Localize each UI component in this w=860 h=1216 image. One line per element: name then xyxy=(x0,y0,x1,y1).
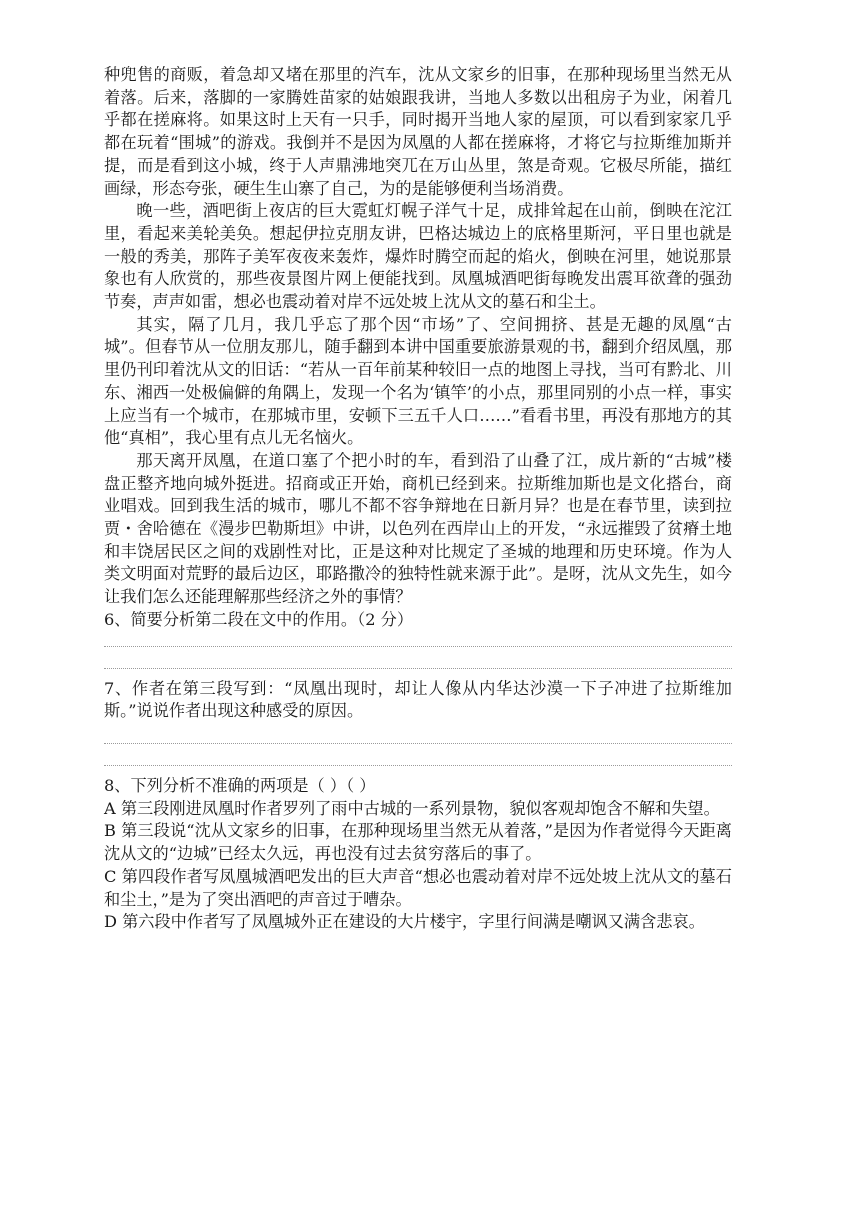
question-7: 7、作者在第三段写到：“凤凰出现时，却让人像从内华达沙漠一下子冲进了拉斯维加斯。”说说作者出现这种感受的原因。 xyxy=(104,678,732,721)
question-6: 6、简要分析第二段在文中的作用。（2 分） xyxy=(104,609,414,629)
option-c: C 第四段作者写凤凰城酒吧发出的巨大声音“想必也震动着对岸不远处坡上沈从文的墓石和尘土，”是为了突出酒吧的声音过于嘈杂。 xyxy=(104,866,732,909)
exam-page xyxy=(104,64,732,934)
passage-paragraph-1: 种兜售的商贩，着急却又堵在那里的汽车，沈从文家乡的旧事，在那种现场里当然无从着落。后来，落脚的一家腾姓苗家的姑娘跟我讲，当地人多数以出租房子为业，闲着几乎都在搓麻将。如果这时上天有一只手，同时揭开当地人家的屋顶，可以看到家家几乎都在玩着“围城”的游戏。我倒并不是因为凤凰的人都在搓麻将，才将它与拉斯维加斯并提，而是看到这小城，终于人声鼎沸地突兀在万山丛里，煞是奇观。它极尽所能，描红画绿，形态夸张，硬生生山寨了自己，为的是能够便利当场消费。 xyxy=(104,65,732,198)
passage-paragraph-3: 其实，隔了几月，我几乎忘了那个因“市场”了、空间拥挤、甚是无趣的凤凰“古城”。但春节从一位朋友那儿，随手翻到本讲中国重要旅游景观的书，翻到介绍凤凰，那里仍刊印着沈从文的旧话：“若从一百年前某种较旧一点的地图上寻找，当可有黔北、川东、湘西一处极偏僻的角隅上，发现一个名为‘镇竿’的小点，那里同别的小点一样，事实上应当有一个城市，在那城市里，安顿下三五千人口……”看看书里，再没有那地方的其他“真相”，我心里有点儿无名恼火。 xyxy=(104,314,732,448)
question-8: 8、下列分析不准确的两项是（ ）（ ） xyxy=(104,775,376,795)
option-d: D 第六段中作者写了凤凰城外正在建设的大片楼宇，字里行间满是嘲讽又满含悲哀。 xyxy=(104,912,705,932)
option-b: B 第三段说“沈从文家乡的旧事，在那种现场里当然无从着落，”是因为作者觉得今天距离沈从文的“边城”已经太久远，再也没有过去贫穷落后的事了。 xyxy=(104,821,732,864)
passage-paragraph-4: 那天离开凤凰，在道口塞了个把小时的车，看到沿了山叠了江，成片新的“古城”楼盘正整齐地向城外挺进。招商或正开始，商机已经到来。拉斯维加斯也是文化搭台，商业唱戏。回到我生活的城市，哪儿不都不容争辩地在日新月异？也是在春节里，读到拉贾・舍哈德在《漫步巴勒斯坦》中讲，以色列在西岸山上的开发，“永远摧毁了贫瘠土地和丰饶居民区之间的戏剧性对比，正是这种对比规定了圣城的地理和历史环境。作为人类文明面对荒野的最后边区，耶路撒冷的独特性就来源于此”。是呀，沈从文先生，如今让我们怎么还能理解那些经济之外的事情？ xyxy=(104,450,732,607)
passage-paragraph-2: 晚一些，酒吧街上夜店的巨大霓虹灯幌子洋气十足，成排耸起在山前，倒映在沱江里，看起来美轮美奂。想起伊拉克朋友讲，巴格达城边上的底格里斯河，平日里也就是一般的秀美，那阵子美军夜夜来轰炸，爆炸时腾空而起的焰火，倒映在河里，她说那景象也有人欣赏的，那些夜景图片网上便能找到。凤凰城酒吧街每晚发出震耳欲聋的强劲节奏，声声如雷，想必也震动着对岸不远处坡上沈从文的墓石和尘土。 xyxy=(104,201,732,312)
option-a: A 第三段刚进凤凰时作者罗列了雨中古城的一系列景物，貌似客观却饱含不解和失望。 xyxy=(104,798,720,818)
